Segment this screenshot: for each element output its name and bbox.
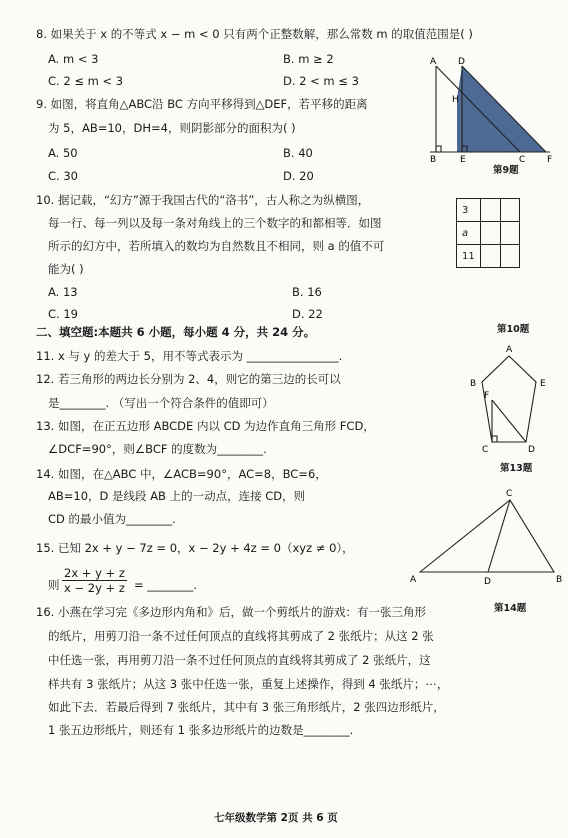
q10-magic-square — [456, 198, 520, 268]
q14-label-d: D — [484, 577, 491, 587]
q9-label-a: A — [430, 57, 437, 67]
q16-line2: 的纸片，用剪刀沿一条不过任何顶点的直线将其剪成了 2 张纸片；从这 2 张 — [48, 629, 434, 643]
q10-option-b: B. 16 — [292, 285, 322, 299]
q10-option-c: C. 19 — [48, 307, 78, 321]
q10-stem-line4: 能为( ) — [48, 262, 84, 276]
q15-fraction — [62, 566, 127, 595]
q13-line1: 13. 如图，在正五边形 ABCDE 内以 CD 为边作直角三角形 FCD， — [36, 419, 375, 433]
q13-label-f: F — [484, 391, 490, 401]
q15-line1: 15. 已知 2x + y − 7z = 0，x − 2y + 4z = 0（xyz ≠ 0）， — [36, 541, 354, 555]
magic-square-cell: 11 — [457, 245, 481, 268]
q9-stem-line2: 为 5，AB=10，DH=4，则阴影部分的面积为( ) — [48, 121, 296, 135]
q9-option-b: B. 40 — [283, 146, 313, 160]
q8-option-c: C. 2 ≤ m < 3 — [48, 74, 124, 88]
q9-stem-line1: 9. 如图，将直角△ABC沿 BC 方向平移得到△DEF，若平移的距离 — [36, 97, 368, 111]
q9-label-f: F — [547, 155, 553, 165]
page-footer: 七年级数学第 2页 共 6 页 — [214, 812, 338, 824]
q15-numerator: 2x + y + z — [64, 566, 125, 580]
q9-label-h: H — [452, 95, 459, 105]
q13-label-b: B — [470, 379, 477, 389]
magic-square-cell: 3 — [457, 199, 481, 222]
q14-label-a: A — [410, 575, 417, 585]
q13-figure — [460, 342, 550, 454]
q11-stem: 11. x 与 y 的差大于 5，用不等式表示为 ________________. — [36, 349, 343, 363]
q15-denominator: x − 2y + z — [64, 581, 125, 595]
q16-line5: 如此下去．若最后得到 7 张纸片，其中有 3 张三角形纸片，2 张四边形纸片， — [48, 700, 445, 714]
q14-line3: CD 的最小值为________. — [48, 512, 176, 526]
q10-stem-line1: 10. 据记载，“幻方”源于我国古代的“洛书”，古人称之为纵横图， — [36, 193, 370, 207]
q10-option-d: D. 22 — [292, 307, 323, 321]
magic-square-cell: a — [457, 222, 481, 245]
q9-label-e: E — [460, 155, 466, 165]
q13-label-a: A — [506, 345, 513, 355]
q13-label-c: C — [482, 445, 489, 454]
q9-label-c: C — [519, 155, 526, 165]
q10-figure-caption: 第10题 — [497, 324, 530, 335]
q13-line2: ∠DCF=90°，则∠BCF 的度数为________. — [48, 442, 267, 456]
q13-label-e: E — [540, 379, 546, 389]
q16-line6: 1 张五边形纸片，则还有 1 张多边形纸片的边数是________. — [48, 723, 354, 737]
q16-line1: 16. 小燕在学习完《多边形内角和》后，做一个剪纸片的游戏：有一张三角形 — [36, 605, 426, 619]
q9-option-a: A. 50 — [48, 146, 78, 160]
q16-line3: 中任选一张，再用剪刀沿一条不过任何顶点的直线将其剪成了 2 张纸片，这 — [48, 653, 431, 667]
q15-prefix: 则 — [48, 578, 60, 592]
q16-line4: 样共有 3 张纸片；从这 3 张中任选一张，重复上述操作，得到 4 张纸片；⋯， — [48, 677, 449, 691]
q9-label-b: B — [430, 155, 437, 165]
q9-option-d: D. 20 — [283, 169, 314, 183]
q13-label-d: D — [528, 445, 535, 454]
q14-label-b: B — [556, 575, 563, 585]
q9-option-c: C. 30 — [48, 169, 78, 183]
q12-line2: 是________. （写出一个符合条件的值即可） — [48, 396, 274, 410]
q9-label-d: D — [458, 57, 465, 67]
q8-option-d: D. 2 < m ≤ 3 — [283, 74, 359, 88]
q14-line2: AB=10，D 是线段 AB 上的一动点，连接 CD，则 — [48, 489, 306, 503]
q9-figure-caption: 第9题 — [493, 165, 519, 176]
q14-figure — [408, 484, 568, 594]
q10-stem-line2: 每一行、每一列以及每一条对角线上的三个数字的和都相等．如图 — [48, 216, 382, 230]
q12-line1: 12. 若三角形的两边长分别为 2、4，则它的第三边的长可以 — [36, 372, 341, 386]
q8-stem: 8. 如果关于 x 的不等式 x − m < 0 只有两个正整数解，那么常数 m 的取值范围是( ) — [36, 27, 473, 41]
q14-label-c: C — [506, 489, 513, 499]
section-2-heading: 二、填空题:本题共 6 小题，每小题 4 分，共 24 分。 — [36, 325, 316, 339]
q8-option-a: A. m < 3 — [48, 52, 99, 66]
q10-stem-line3: 所示的幻方中，若所填入的数均为自然数且不相同，则 a 的值不可 — [48, 239, 385, 253]
q8-option-b: B. m ≥ 2 — [283, 52, 334, 66]
q14-line1: 14. 如图，在△ABC 中，∠ACB=90°，AC=8，BC=6， — [36, 467, 327, 481]
q9-figure — [420, 52, 562, 167]
q13-figure-caption: 第13题 — [500, 463, 533, 474]
q10-option-a: A. 13 — [48, 285, 78, 299]
q14-figure-caption: 第14题 — [494, 603, 527, 614]
q15-suffix: = ________. — [134, 578, 197, 592]
